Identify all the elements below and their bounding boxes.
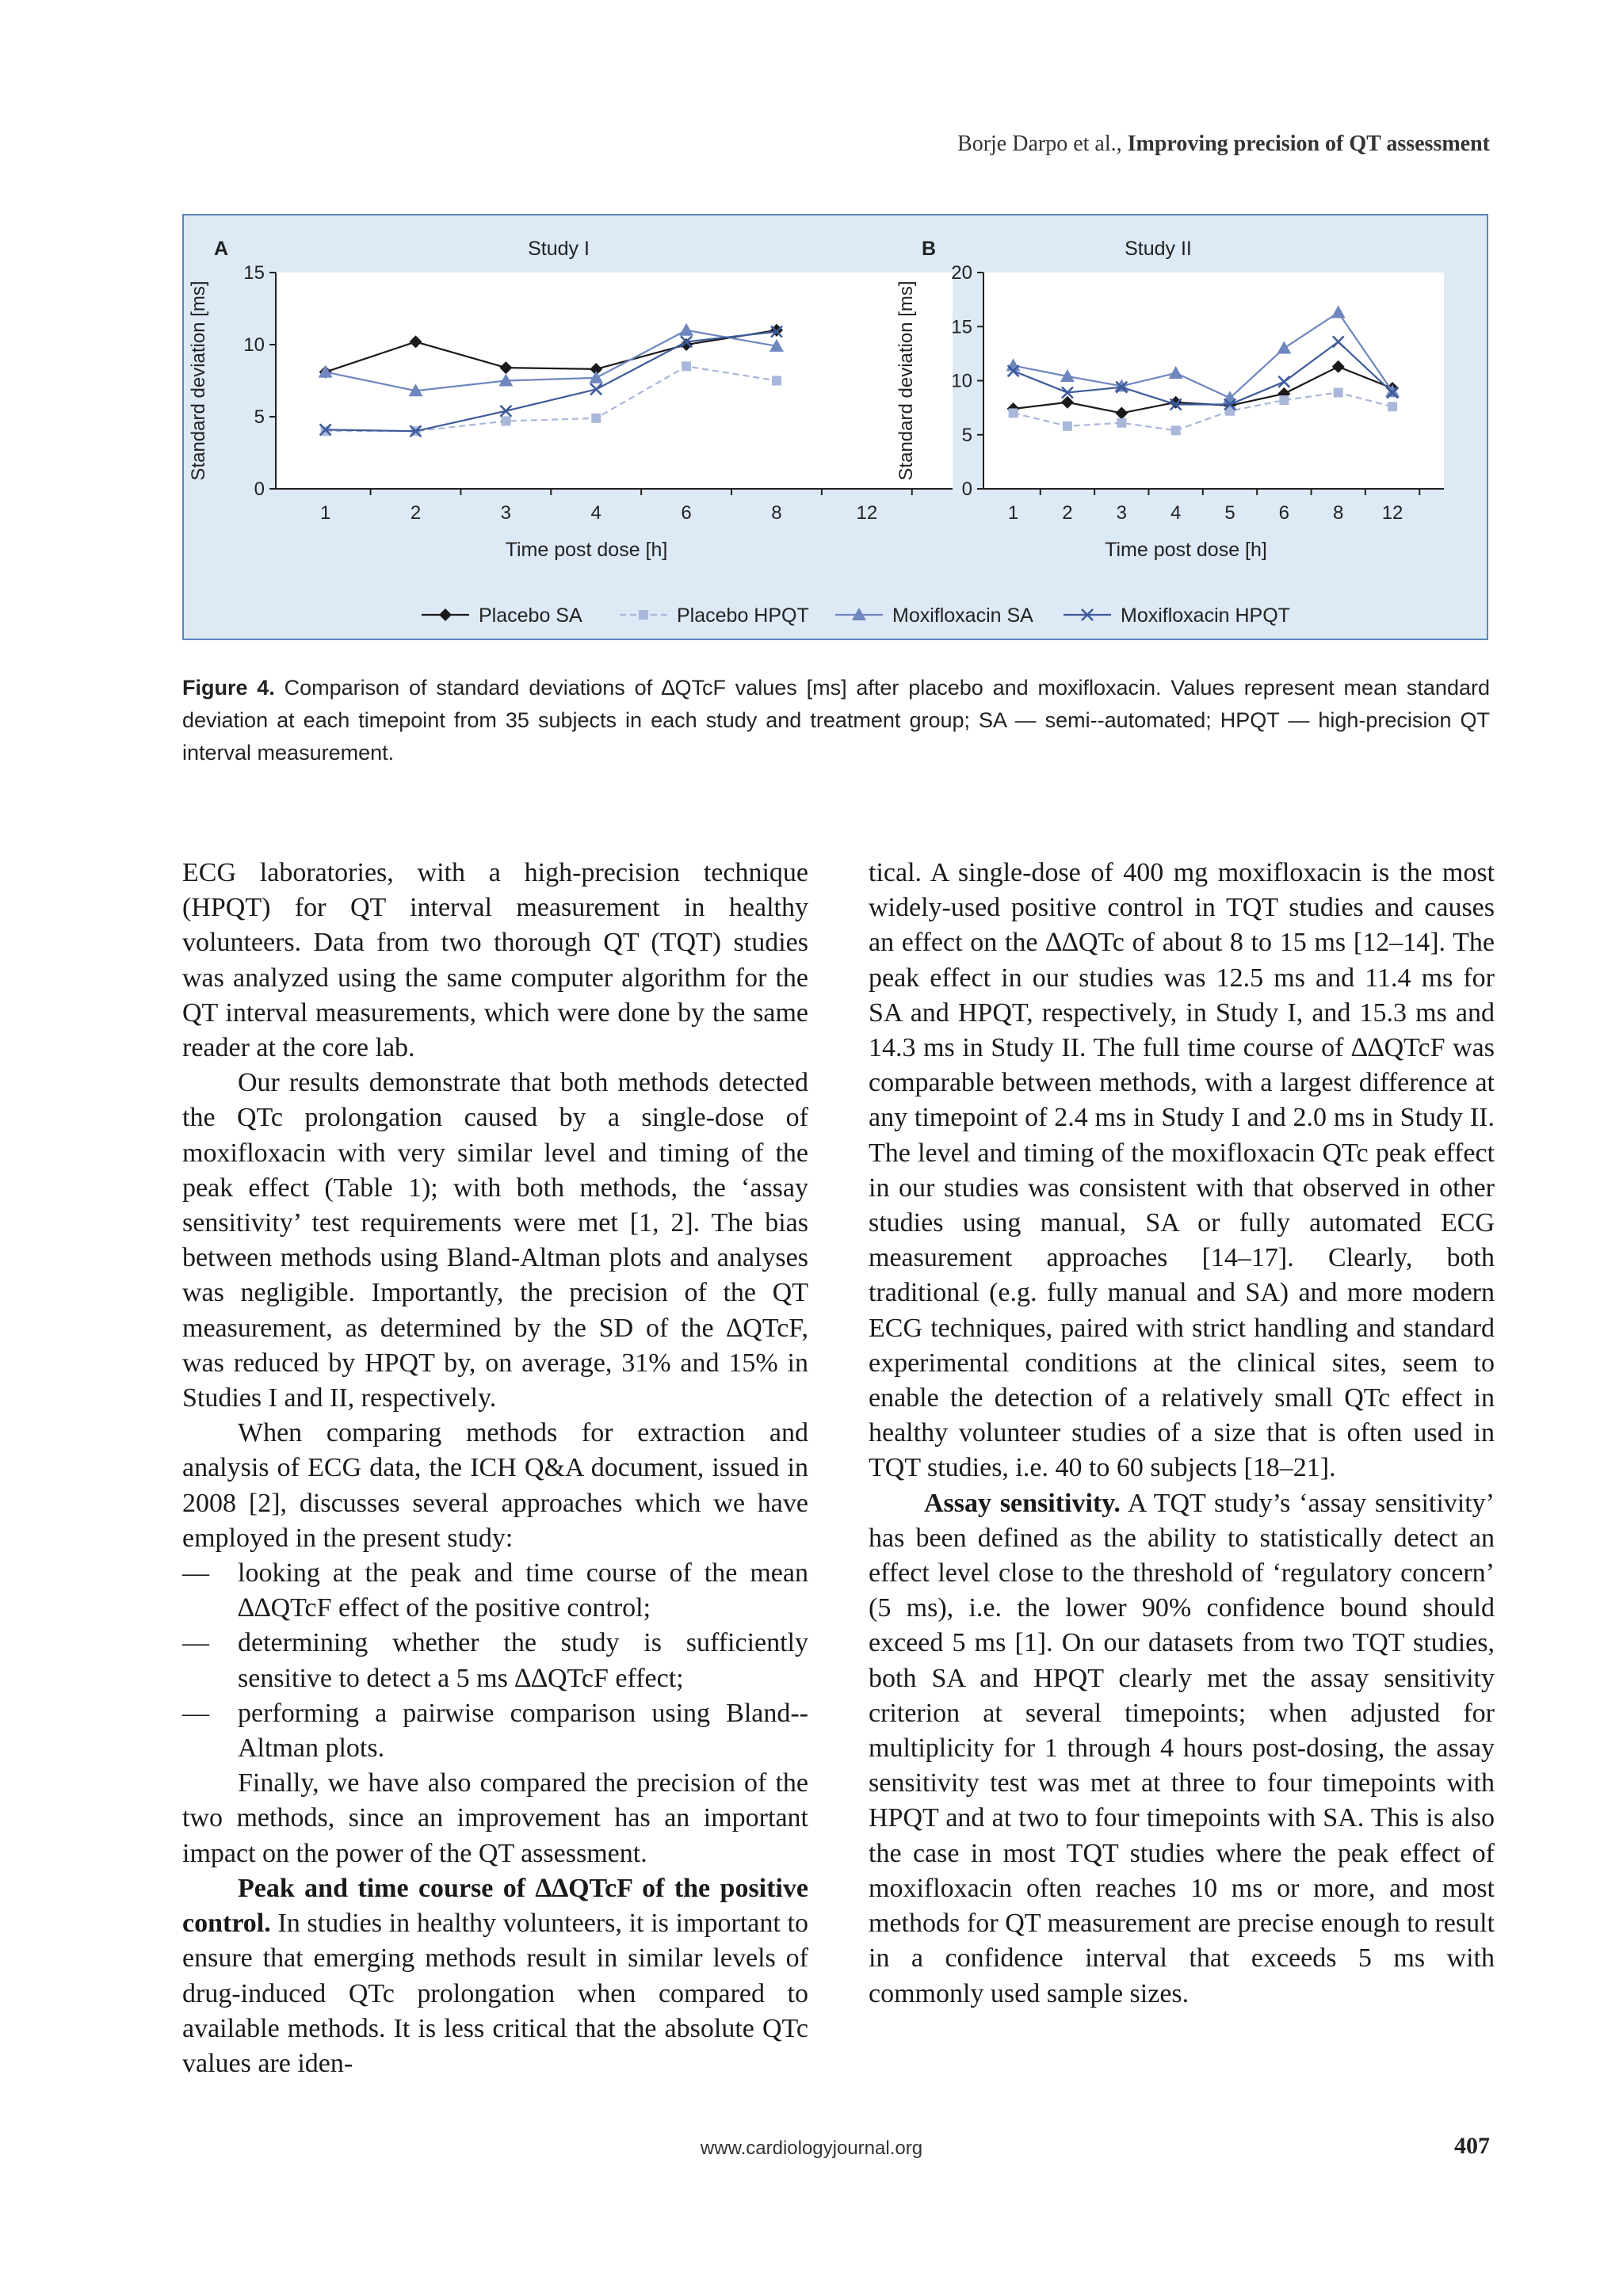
panel-a-y-axis-label: Standard deviation [ms]	[188, 280, 209, 481]
list-item-text: performing a pairwise comparison using Bland--Altman plots.	[238, 1698, 808, 1764]
panel-a-data-point	[501, 416, 510, 425]
legend-label: Moxifloxacin HPQT	[1121, 605, 1290, 627]
chart-legend	[422, 605, 1290, 627]
x-tick-label: 1	[319, 502, 331, 524]
caption-text: Comparison of standard deviations of ∆QTcF values [ms] after placebo and moxifloxacin. Values represent mean standard deviation at each timepoint from 35 subjects in each study and treatment group; SA — semi--automated; HPQT — high-precision QT interval measurement.	[182, 676, 1490, 765]
y-tick-label: 10	[951, 370, 972, 392]
y-tick-label: 15	[951, 316, 972, 338]
paragraph-text: In studies in healthy volunteers, it is important to ensure that emerging methods result in similar levels of drug-induced QTc prolongation when compared to available methods. It is less critical that the absolute QTc values are iden-	[182, 1909, 808, 2078]
x-tick-label: 5	[1224, 502, 1235, 524]
caption-label: Figure 4.	[182, 676, 275, 700]
header-title: Improving precision of QT assessment	[1127, 132, 1490, 156]
legend-marker	[639, 610, 648, 620]
list-item	[182, 1696, 808, 1766]
x-tick-label: 12	[1381, 502, 1403, 524]
y-tick-label: 5	[961, 424, 972, 446]
x-tick-label: 12	[856, 502, 878, 524]
x-tick-label: 6	[681, 502, 692, 524]
list-item	[182, 1556, 808, 1626]
dash-marker: —	[182, 1628, 209, 1658]
journal-url: www.cardiologyjournal.org	[700, 2138, 923, 2159]
x-tick-label: 2	[1062, 502, 1073, 524]
panel-a-data-point	[591, 414, 601, 423]
legend-label: Moxifloxacin SA	[892, 605, 1033, 627]
list-item-text: looking at the peak and time course of the mean ∆∆QTcF effect of the positive control;	[238, 1558, 808, 1623]
x-tick-label: 3	[500, 502, 512, 524]
y-tick-label: 0	[254, 479, 265, 500]
paragraph: Our results demonstrate that both methods detected the QTc prolongation caused by a single-dose of moxifloxacin with very similar level and timing of the peak effect (Table 1); with both methods, the ‘assay sensitivity’ test requirements were met [1, 2]. The bias between methods using Bland-Altman plots and analyses was negligible. Importantly, the precision of the QT measurement, as determined by the SD of the ∆QTcF, was reduced by HPQT by, on average, 31% and 15% in Studies I and II, respectively.	[182, 1068, 808, 1413]
y-tick-label: 10	[243, 334, 265, 356]
x-tick-label: 3	[1116, 502, 1127, 524]
panel-b-x-axis-label: Time post dose [h]	[1105, 539, 1267, 561]
legend-marker	[439, 608, 452, 621]
panel-b-label: B	[922, 238, 937, 260]
paragraph	[182, 1871, 808, 2081]
paragraph: Finally, we have also compared the precision of the two methods, since an improvement has an important impact on the power of the QT assessment.	[182, 1768, 808, 1868]
dash-marker: —	[182, 1698, 209, 1728]
x-tick-label: 4	[590, 502, 601, 524]
x-tick-label: 8	[771, 502, 782, 524]
panel-b-data-point	[1171, 425, 1181, 435]
list-item-text: determining whether the study is sufficiently sensitive to detect a 5 ms ∆∆QTcF effect;	[238, 1628, 808, 1693]
panel-b-data-point	[1279, 395, 1289, 405]
panel-b-title: Study II	[1125, 238, 1192, 260]
paragraph: ECG laboratories, with a high-precision technique (HPQT) for QT interval measurement in healthy volunteers. Data from two thorough QT (TQT) studies was analyzed using the same computer algorithm for the QT interval measurements, which were done by the same reader at the core lab.	[182, 858, 808, 1063]
x-tick-label: 8	[1333, 502, 1344, 524]
legend-label: Placebo SA	[479, 605, 582, 627]
panel-b-data-point	[1009, 408, 1018, 418]
paragraph-text: A TQT study’s ‘assay sensitivity’ has been defined as the ability to statistically detect an effect level close to the threshold of ‘regulatory concern’ (5 ms), i.e. the lower 90% confidence bound should exceed 5 ms [1]. On our datasets from two TQT studies, both SA and HPQT clearly met the assay sensitivity criterion at several timepoints; when adjusted for multiplicity for 1 through 4 hours post-dosing, the assay sensitivity test was met at three to four timepoints with HPQT and at two to four timepoints with SA. This is also the case in most TQT studies where the peak effect of moxifloxacin often reaches 10 ms or more, and most methods for QT measurement are precise enough to result in a confidence interval that exceeds 5 ms with commonly used sample sizes.	[869, 1488, 1495, 2008]
panel-b-chart	[896, 238, 1444, 561]
paragraph: When comparing methods for extraction and analysis of ECG data, the ICH Q&A document, issued in 2008 [2], discusses several approaches which we have employed in the present study:	[182, 1418, 808, 1553]
x-tick-label: 6	[1278, 502, 1290, 524]
y-tick-label: 15	[243, 262, 265, 284]
list-item	[182, 1626, 808, 1695]
panel-a-label: A	[214, 238, 229, 260]
x-tick-label: 4	[1170, 502, 1182, 524]
legend-label: Placebo HPQT	[677, 605, 809, 627]
panel-a-chart	[188, 238, 953, 561]
right-column	[869, 856, 1495, 2012]
panel-a-data-point	[321, 426, 330, 436]
x-tick-label: 2	[410, 502, 422, 524]
paragraph	[869, 1486, 1495, 2012]
header-authors: Borje Darpo et al.,	[957, 132, 1122, 156]
dash-marker: —	[182, 1558, 209, 1589]
y-tick-label: 0	[961, 479, 972, 500]
panel-b-y-axis-label: Standard deviation [ms]	[896, 280, 917, 481]
page-number: 407	[1454, 2133, 1490, 2159]
section-heading: Peak and time course of ∆∆QTcF of the positive control.	[182, 1873, 808, 1939]
figure-caption	[182, 672, 1490, 769]
panel-b-data-point	[1388, 402, 1397, 411]
figure-4-charts	[184, 215, 1487, 639]
x-tick-label: 1	[1007, 502, 1019, 524]
panel-b-data-point	[1117, 418, 1126, 428]
panel-b-data-point	[1334, 388, 1343, 398]
y-tick-label: 5	[254, 406, 265, 428]
paragraph: tical. A single-dose of 400 mg moxifloxacin is the most widely-used positive control in TQT studies and causes an effect on the ∆∆QTc of about 8 to 15 ms [12–14]. The peak effect in our studies was 12.5 ms and 11.4 ms for SA and HPQT, respectively, in Study I, and 15.3 ms and 14.3 ms in Study II. The full time course of ∆∆QTcF was comparable between methods, with a largest difference at any timepoint of 2.4 ms in Study I and 2.0 ms in Study II. The level and timing of the moxifloxacin QTc peak effect in our studies was consistent with that observed in other studies using manual, SA or fully automated ECG measurement approaches [14–17]. Clearly, both traditional (e.g. fully manual and SA) and more modern ECG techniques, paired with strict handling and standard experimental conditions at the clinical sites, seem to enable the detection of a relatively small QTc effect in healthy volunteer studies of a size that is often used in TQT studies, i.e. 40 to 60 subjects [18–21].	[869, 858, 1495, 1483]
panel-a-data-point	[772, 376, 781, 386]
panel-a-title: Study I	[528, 238, 590, 260]
y-tick-label: 20	[951, 262, 972, 284]
figure-4	[182, 214, 1488, 640]
panel-b-data-point	[1063, 421, 1072, 431]
section-heading: Assay sensitivity.	[924, 1488, 1121, 1518]
panel-a-x-axis-label: Time post dose [h]	[505, 539, 668, 561]
running-header	[957, 132, 1490, 157]
panel-a-data-point	[682, 361, 691, 371]
left-column	[182, 856, 808, 2081]
